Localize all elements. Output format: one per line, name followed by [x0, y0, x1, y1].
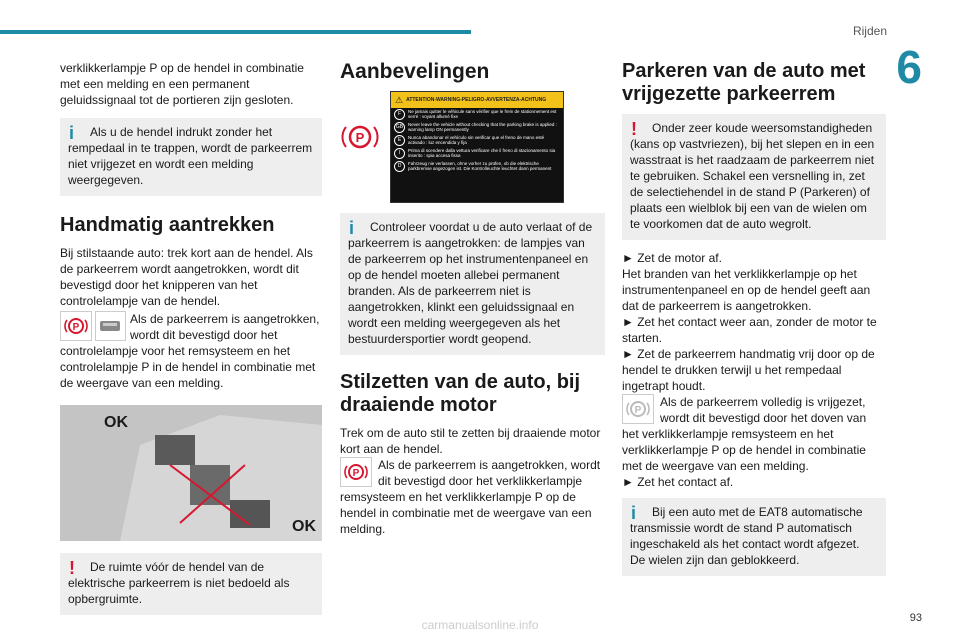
info-text-3: Bij een auto met de EAT8 automatische transmissie wordt de stand P automatisch ingeschakeld als het contact wordt afgezet. De wielen zijn dan geblokkeerd. [630, 505, 863, 567]
warning-icon: ! [631, 119, 637, 139]
brake-warning-icon [60, 311, 92, 341]
info-text-2: Controleer voordat u de auto verlaat of de parkeerrem is aangetrokken: de lampjes van de parkeerrem op het instrumentenpaneel en op de hendel moeten allebei permanent branden. Als de parkeerrem niet is aangetrokken, klinkt een geluidssignaal en wordt een melding weergegeven als het bestuurdersportier wordt geopend. [348, 220, 593, 346]
label-line-code: I [394, 148, 405, 159]
brake-warning-icon [340, 457, 372, 487]
heading-stop: Stilzetten van de auto, bij draaiende motor [340, 371, 581, 416]
column-3 [622, 60, 886, 576]
brake-off-icon [622, 394, 654, 424]
column-1 [60, 60, 322, 615]
lever-photo [60, 405, 322, 541]
brake-off-icons [622, 394, 656, 424]
label-line [394, 148, 560, 159]
label-sticker [390, 91, 564, 203]
brake-icons-2 [340, 457, 374, 487]
warning-label-image [340, 91, 605, 201]
step-1-detail: Het branden van het verklikkerlampje op het instrumentenpaneel en op de hendel geeft aan dat de parkeerrem is aangetrokken. [622, 267, 871, 313]
step-1: ► Zet de motor af. [622, 251, 722, 265]
label-line [394, 122, 560, 133]
info-icon: i [69, 123, 75, 143]
label-lines [391, 108, 563, 175]
label-header: ATTENTION-WARNING-PELIGRO-AVVERTENZA-ACHTUNG [406, 97, 547, 103]
heading-park: Parkeren van de auto met vrijgezette parkeerrem [622, 60, 866, 105]
chapter-number: 6 [896, 41, 922, 93]
step-2: ► Zet het contact weer aan, zonder de motor te starten. [622, 315, 877, 345]
watermark: carmanualsonline.info [421, 618, 539, 632]
section-title: Rijden [852, 24, 887, 38]
svg-text:P: P [634, 405, 642, 416]
manual-text: Bij stilstaande auto: trek kort aan de hendel. Als de parkeerrem wordt aangetrokken, wordt dit bevestigd door het knipperen van het controlelampje van de hendel. [60, 246, 313, 308]
label-line-text: Fahrzeug nie verlassen, ohne vorher zu prüfen, ob die elektrische parkbremse angezogen ist. Die Kontrolleuchte leuchtet dann permanent [408, 161, 552, 172]
brake-icons [60, 311, 126, 341]
label-line-code: D [394, 161, 405, 172]
info-text: Als u de hendel indrukt zonder het rempedaal in te trappen, wordt de parkeerrem niet vrijgezet en wordt een melding weergegeven. [68, 125, 313, 187]
page-number: 93 [909, 612, 922, 624]
label-line-code: E [394, 135, 405, 146]
svg-text:P: P [355, 130, 365, 145]
heading-recommendations: Aanbevelingen [340, 60, 490, 83]
warning-text: De ruimte vóór de hendel van de elektrische parkeerrem is niet bedoeld als opbergruimte. [68, 560, 290, 606]
ok-label-top: OK [104, 414, 128, 431]
warning-icon: ! [69, 558, 75, 578]
info-box-3 [622, 498, 886, 576]
step-4: ► Zet het contact af. [622, 475, 734, 489]
brake-warning-icon [340, 117, 380, 157]
warning-text-2: Onder zeer koude weersomstandigheden (kans op vastvriezen), bij het slepen en in een wasstraat is het raadzaam de parkeerrem niet te gebruiken. Schakel een versnelling in, zet de selectiehendel in de stand P (Parkeren) of plaats een wielblok bij een van de wielen om te voorkomen dat de auto wegrolt. [630, 121, 875, 231]
label-line-text: Never leave the vehicle without checking that the parking brake is applied : warning lamp ON permanently [408, 122, 557, 133]
info-icon: i [349, 218, 355, 238]
info-icon: i [631, 503, 637, 523]
info-box [60, 118, 322, 196]
label-line [394, 135, 560, 146]
label-line-text: Ne jamais quitter le véhicule sans vérifier que le frein de stationnement est serré : voyant allumé fixe [408, 109, 557, 120]
heading-manual: Handmatig aantrekken [60, 214, 275, 236]
step-3: ► Zet de parkeerrem handmatig vrij door op de hendel te drukken terwijl u het rempedaal ingetrapt houdt. [622, 347, 875, 393]
label-line-code: F [394, 109, 405, 120]
info-box-2 [340, 213, 605, 355]
ok-label-bottom: OK [292, 518, 316, 535]
label-line-text: Nunca abandonar el vehículo sin verificar que el freno de mano esté activado : luz encendida y fija [408, 135, 545, 146]
warning-box [60, 553, 322, 615]
label-line [394, 109, 560, 120]
step-3-detail: Als de parkeerrem volledig is vrijgezet, wordt dit bevestigd door het doven van het verklikkerlampje remsysteem en het verklikkerlampje P op de hendel in combinatie met de weergave van een melding. [622, 395, 867, 473]
warning-triangle-icon: ⚠ [395, 95, 404, 105]
intro-text: verklikkerlampje P op de hendel in combinatie met een melding en een permanent geluidssignaal tot de portieren zijn gesloten. [60, 61, 304, 107]
svg-text:P: P [72, 322, 80, 333]
manual-text-2: Als de parkeerrem is aangetrokken, wordt dit bevestigd door het controlelampje voor het remsysteem en het controlelampje P in de hendel in combinatie met de weergave van een melding. [60, 312, 320, 390]
svg-text:P: P [352, 468, 360, 479]
stop-text: Trek om de auto stil te zetten bij draaiende motor kort aan de hendel. [340, 426, 601, 456]
column-2 [340, 60, 605, 537]
label-line-text: Prima di scendere dalla vettura verificare che il freno di stazionamento sia inserito : spia accesa fissa [408, 148, 556, 159]
warning-box-2 [622, 114, 886, 240]
label-line-code: GB [394, 122, 405, 133]
stop-text-2: Als de parkeerrem is aangetrokken, wordt dit bevestigd door het verklikkerlampje remsysteem en het verklikkerlampje P op de hendel in combinatie met de weergave van een melding. [340, 458, 601, 536]
header-accent-bar [0, 30, 471, 34]
lever-icon [95, 311, 127, 341]
label-line [394, 161, 560, 172]
